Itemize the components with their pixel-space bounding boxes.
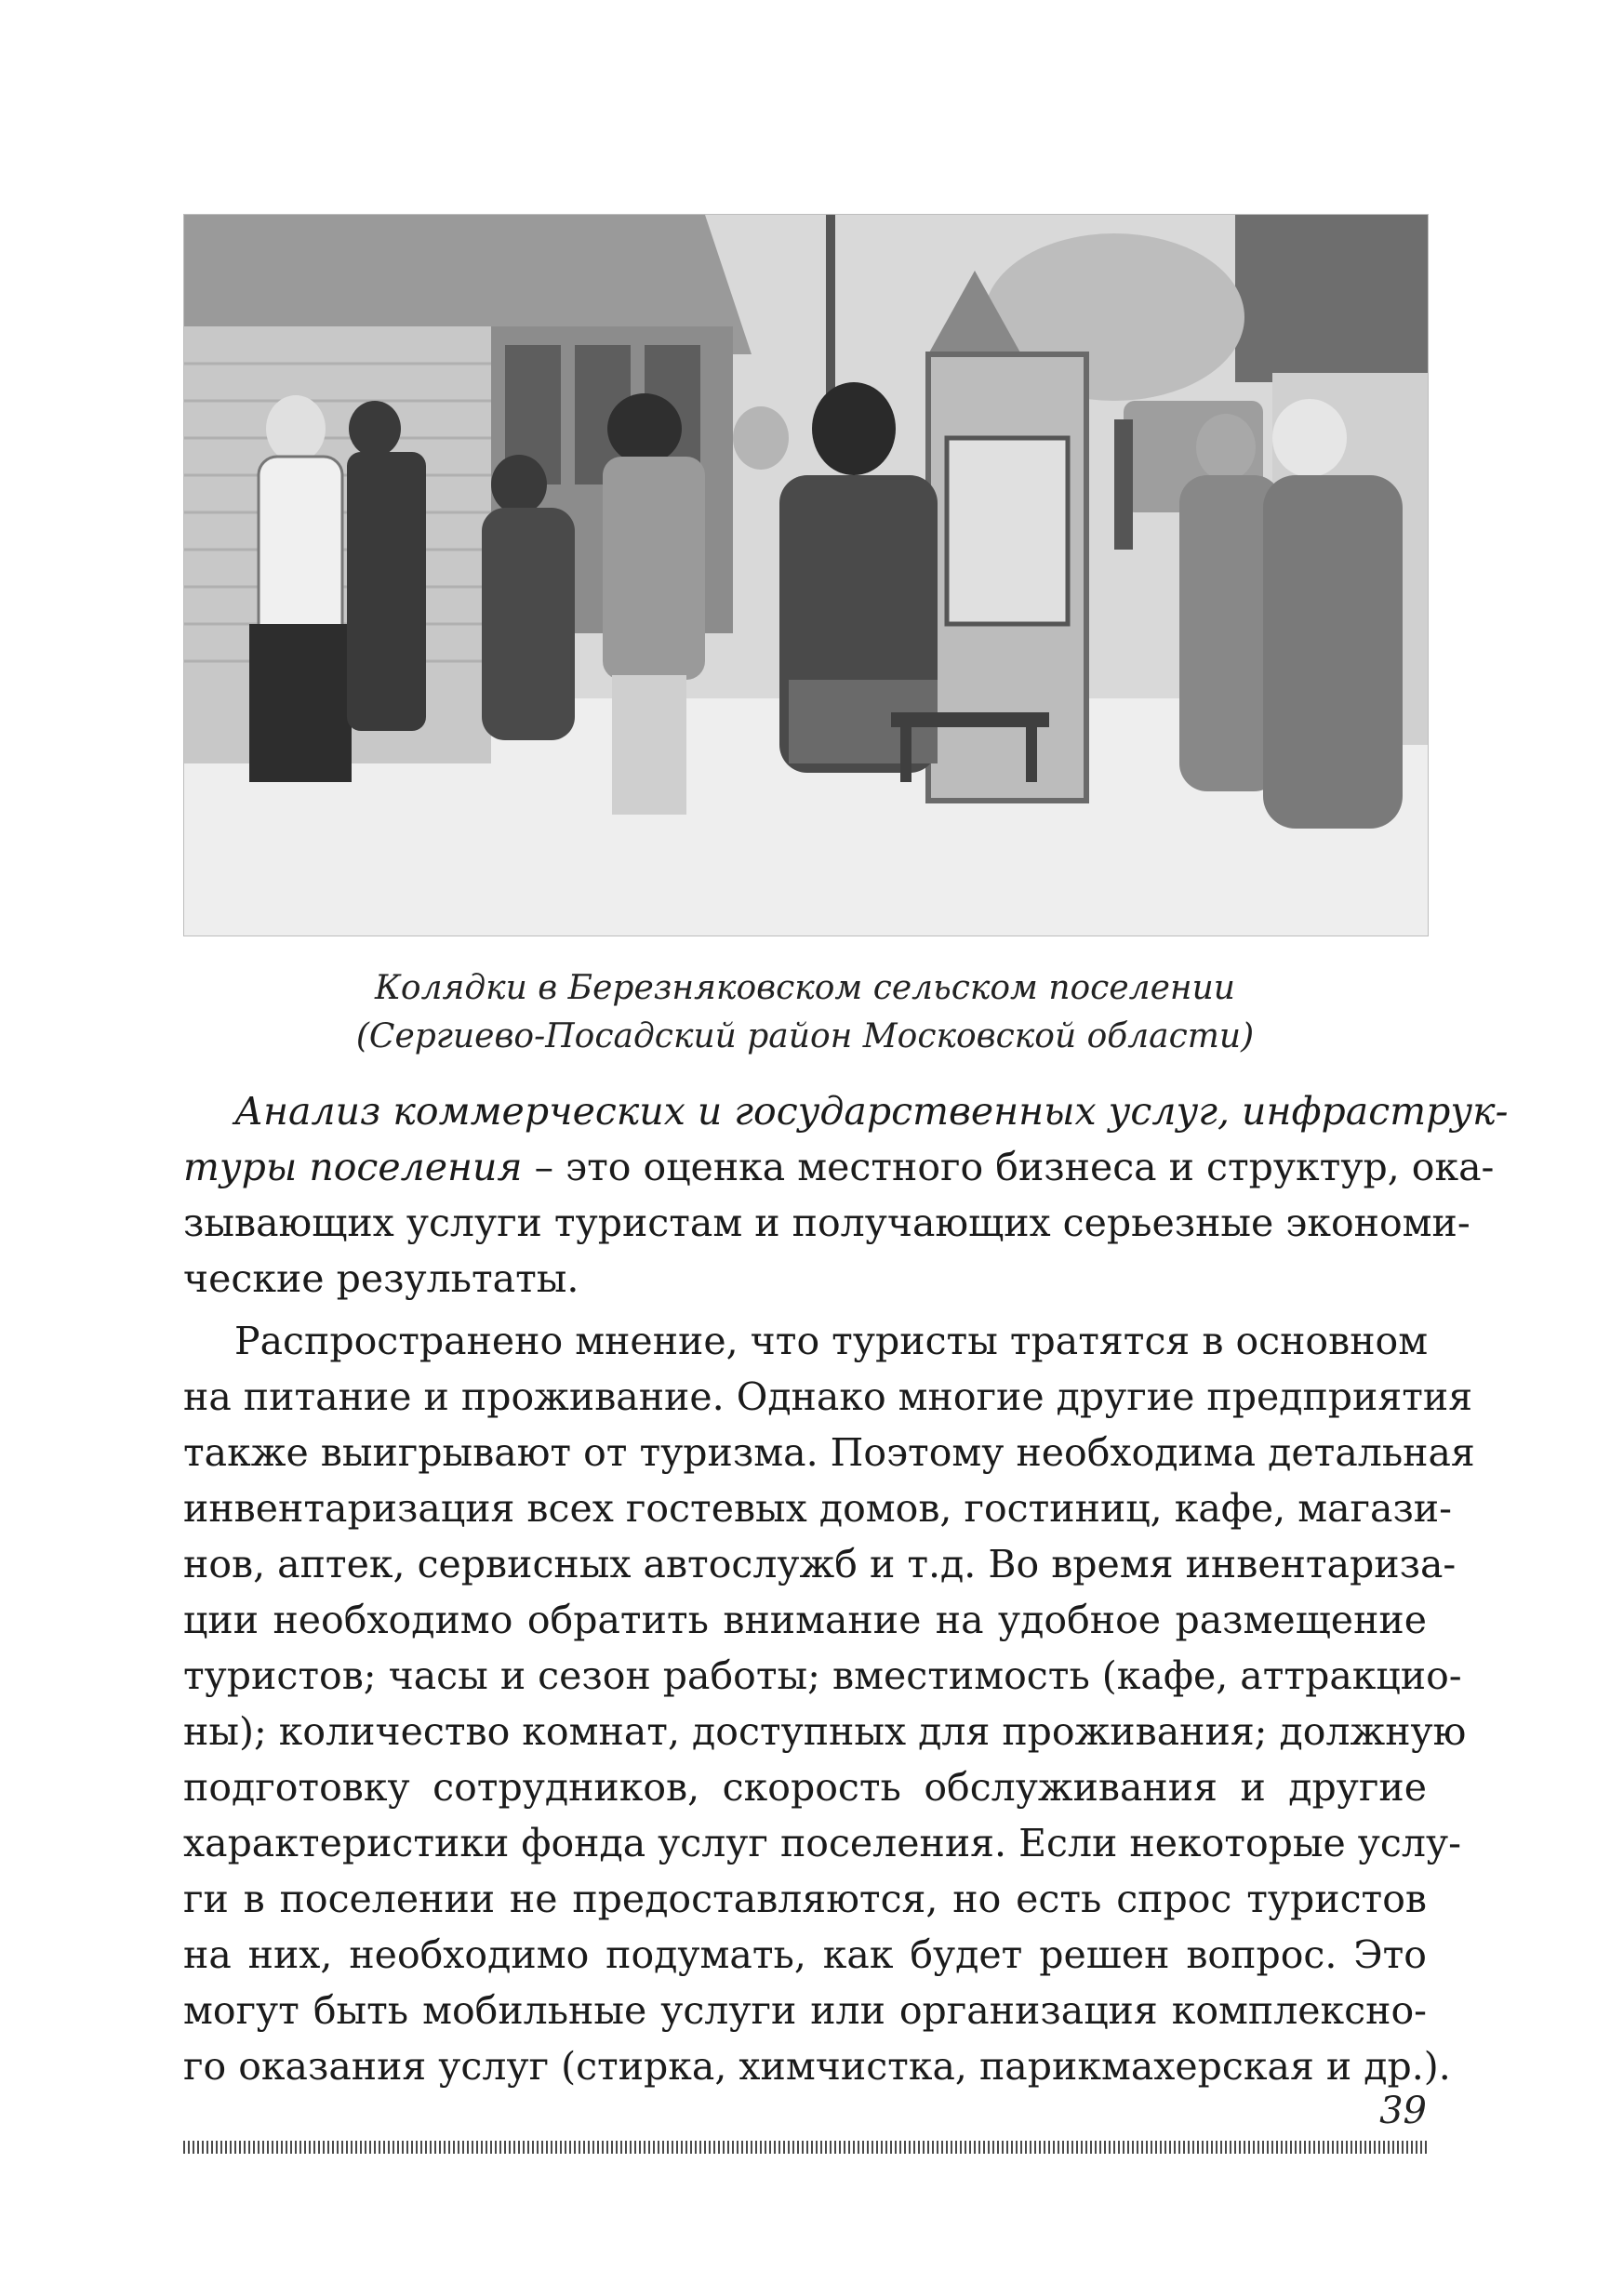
paragraph-2-line: ны); количество комнат, доступных для проживания; должную [183, 1709, 1467, 1754]
footer-rule [183, 2141, 1427, 2154]
paragraph-1-line-4: ческие результаты. [183, 1256, 579, 1301]
photo-illustration [184, 215, 1428, 936]
paragraph-1-line-3: зывающих услуги туристам и получающих серьезные экономи- [183, 1201, 1470, 1245]
paragraph-2-line: инвентаризация всех гостевых домов, гостиниц, кафе, магази- [183, 1486, 1452, 1531]
paragraph-2-line: могут быть мобильные услуги или организация комплексно- [183, 1988, 1427, 2033]
paragraph-2-line: на питание и проживание. Однако многие другие предприятия [183, 1374, 1473, 1419]
paragraph-1-line-1: Анализ коммерческих и государственных услуг, инфраструк- [234, 1089, 1509, 1134]
paragraph-2-line: ции необходимо обратить внимание на удобное размещение [183, 1598, 1427, 1642]
paragraph-2-line: также выигрывают от туризма. Поэтому необходима детальная [183, 1430, 1475, 1475]
paragraph-2-line: ги в поселении не предоставляются, но есть спрос туристов [183, 1877, 1427, 1921]
paragraph-2-line: характеристики фонда услуг поселения. Если некоторые услу- [183, 1821, 1461, 1865]
paragraph-2-line: туристов; часы и сезон работы; вместимость (кафе, аттракцио- [183, 1653, 1462, 1698]
figure-caption-line-1: Колядки в Березняковском сельском поселении [375, 969, 1235, 1007]
paragraph-2-line: подготовку сотрудников, скорость обслуживания и другие [183, 1765, 1427, 1810]
figure-caption-line-2: (Сергиево-Посадский район Московской области) [355, 1017, 1255, 1055]
paragraph-2-line: го оказания услуг (стирка, химчистка, парикмахерская и др.). [183, 2044, 1451, 2089]
paragraph-2-line: Распространено мнение, что туристы тратятся в основном [234, 1319, 1429, 1363]
page-number: 39 [1379, 2090, 1427, 2132]
paragraph-1-line-2-rest: – это оценка местного бизнеса и структур, ока- [522, 1145, 1495, 1189]
paragraph-2-line: на них, необходимо подумать, как будет решен вопрос. Это [183, 1932, 1427, 1977]
paragraph-2-line: нов, аптек, сервисных автослужб и т.д. Во время инвентариза- [183, 1542, 1457, 1586]
photo-carolers [183, 214, 1429, 936]
paragraph-1-line-2 [183, 1139, 1495, 1195]
paragraph-1-line-2-italic: туры поселения [183, 1145, 523, 1189]
